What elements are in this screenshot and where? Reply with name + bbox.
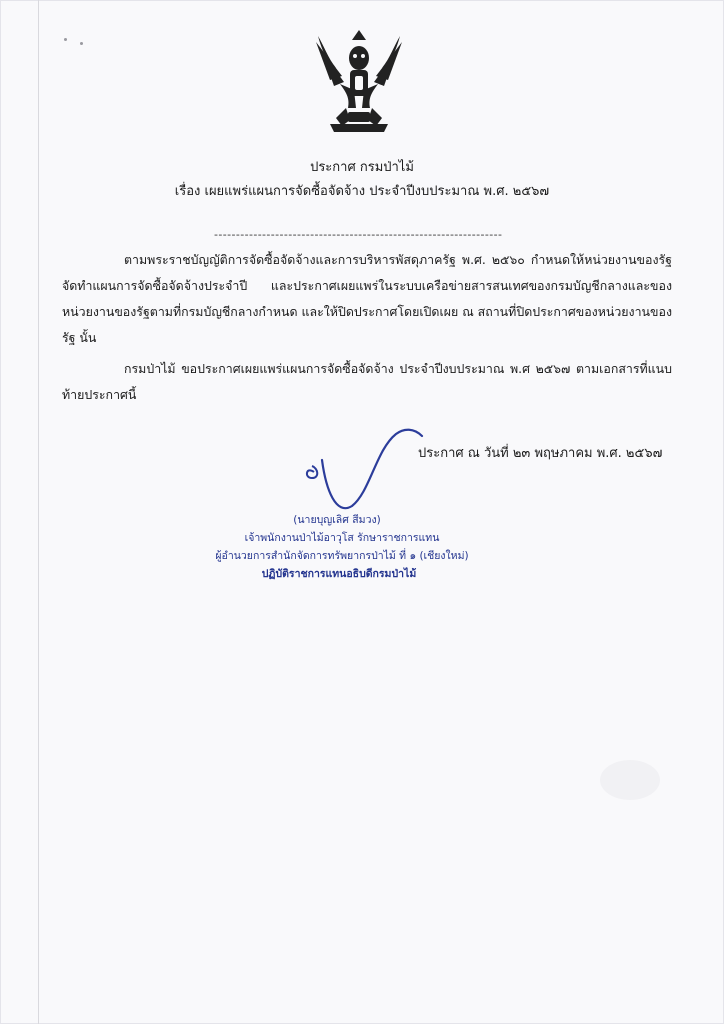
separator-line: ------------------------------------------------------------------: [214, 228, 503, 241]
scan-smudge: [600, 760, 660, 800]
body-paragraph-1: [62, 247, 672, 351]
garuda-emblem-icon: [310, 28, 408, 134]
signer-name: (นายบุญเลิศ สีมวง): [293, 514, 381, 526]
paragraph-text: กรมป่าไม้ ขอประกาศเผยแพร่แผนการจัดซื้อจัดจ้าง ประจำปีงบประมาณ พ.ศ ๒๕๖๗ ตามเอกสารที่แนบท้ายประกาศนี้: [62, 361, 672, 402]
paragraph-text: ตามพระราชบัญญัติการจัดซื้อจัดจ้างและการบริหารพัสดุภาครัฐ พ.ศ. ๒๕๖๐ กำหนดให้หน่วยงานของรัฐจัดทำแผนการจัดซื้อจัดจ้างประจำปี และประกาศเผยแพร่ในระบบเครือข่ายสารสนเทศของกรมบัญชีกลางและของหน่วยงานของรัฐตามที่กรมบัญชีกลางกำหนด และให้ปิดประกาศโดยเปิดเผย ณ สถานที่ปิดประกาศของหน่วยงานของรัฐ นั้น: [62, 252, 672, 345]
body-paragraph-2: [62, 356, 672, 408]
announcement-subject: เรื่อง เผยแพร่แผนการจัดซื้อจัดจ้าง ประจำปีงบประมาณ พ.ศ. ๒๕๖๗: [174, 184, 550, 199]
scan-dot: [64, 38, 67, 41]
signer-position-2: ผู้อำนวยการสำนักจัดการทรัพยากรป่าไม้ ที่ ๑ (เชียงใหม่): [215, 550, 469, 562]
signer-position-3: ปฏิบัติราชการแทนอธิบดีกรมป่าไม้: [261, 568, 417, 580]
announcement-title: ประกาศ กรมป่าไม้: [310, 160, 414, 175]
scan-dot: [80, 42, 83, 45]
handwritten-signature-icon: [296, 420, 436, 520]
announcement-date: ประกาศ ณ วันที่ ๒๓ พฤษภาคม พ.ศ. ๒๕๖๗: [418, 446, 663, 461]
signer-position-1: เจ้าพนักงานป่าไม้อาวุโส รักษาราชการแทน: [244, 532, 440, 544]
